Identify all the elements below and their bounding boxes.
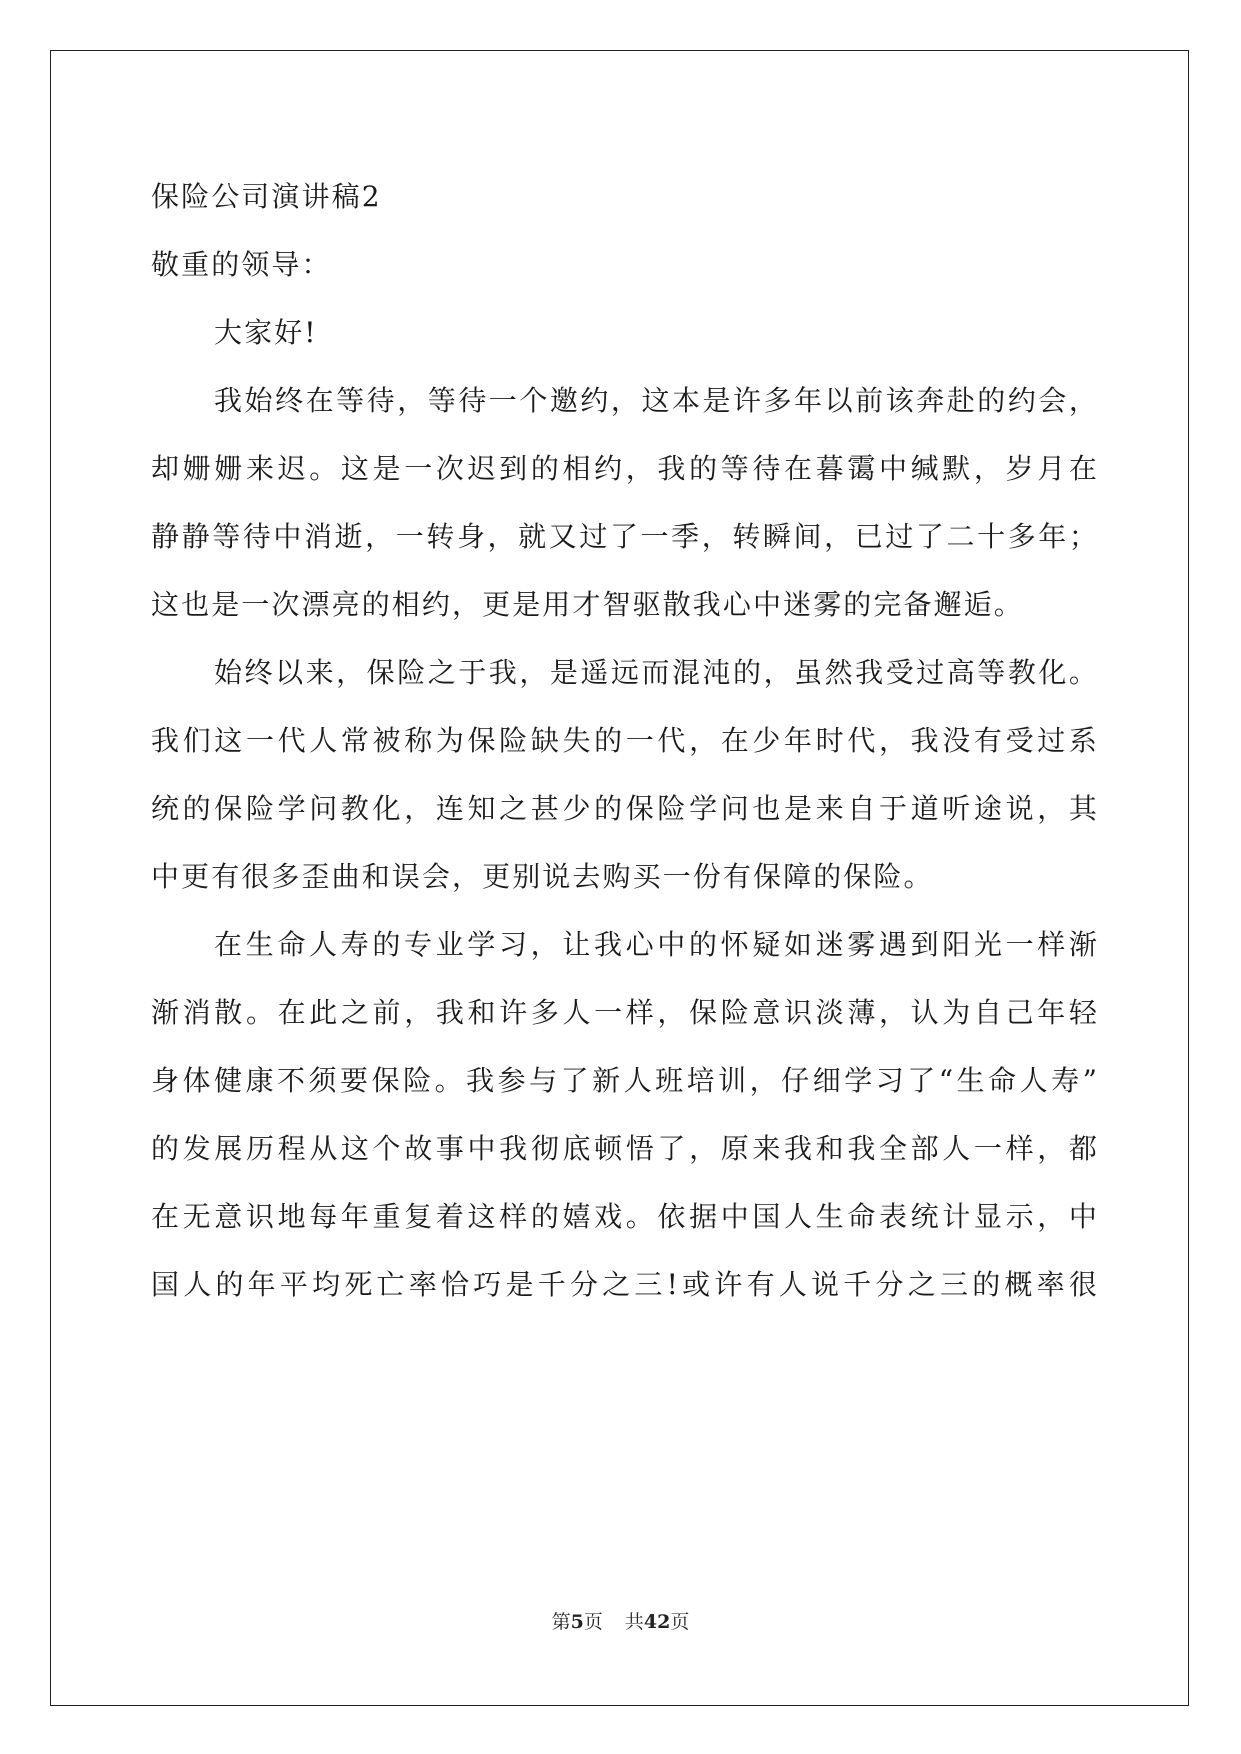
total-label-prefix: 共 bbox=[624, 1611, 644, 1633]
paragraph-line: 统的保险学问教化，连知之甚少的保险学问也是来自于道听途说，其 bbox=[151, 792, 1099, 825]
paragraph-line: 这也是一次漂亮的相约，更是用才智驱散我心中迷雾的完备邂逅。 bbox=[151, 588, 1024, 621]
total-label-unit: 页 bbox=[670, 1611, 690, 1633]
page-number: 5 bbox=[570, 1611, 584, 1633]
paragraph-line: 静静等待中消逝，一转身，就又过了一季，转瞬间，已过了二十多年； bbox=[151, 520, 1099, 553]
page-label-unit: 页 bbox=[583, 1611, 603, 1633]
salutation: 敬重的领导： bbox=[151, 248, 332, 281]
paragraph-line: 在无意识地每年重复着这样的嬉戏。依据中国人生命表统计显示，中 bbox=[151, 1200, 1099, 1233]
paragraph-2 bbox=[151, 639, 1099, 911]
paragraph-line: 我始终在等待，等待一个邀约，这本是许多年以前该奔赴的约会， bbox=[214, 384, 1099, 417]
paragraph-line: 渐消散。在此之前，我和许多人一样，保险意识淡薄，认为自己年轻 bbox=[151, 996, 1099, 1029]
paragraph-line: 身体健康不须要保险。我参与了新人班培训，仔细学习了“生命人寿” bbox=[151, 1064, 1099, 1097]
document-title: 保险公司演讲稿2 bbox=[151, 180, 382, 213]
paragraph-line: 国人的年平均死亡率恰巧是千分之三!或许有人说千分之三的概率很 bbox=[151, 1268, 1099, 1301]
paragraph-line: 中更有很多歪曲和误会，更别说去购买一份有保障的保险。 bbox=[151, 860, 934, 893]
document-body bbox=[151, 163, 1099, 1319]
paragraph-1 bbox=[151, 367, 1099, 639]
paragraph-3 bbox=[151, 911, 1099, 1319]
paragraph-line: 始终以来，保险之于我，是遥远而混沌的，虽然我受过高等教化。 bbox=[214, 656, 1099, 689]
page-total: 42 bbox=[643, 1611, 671, 1633]
paragraph-line: 却姗姗来迟。这是一次迟到的相约，我的等待在暮霭中缄默，岁月在 bbox=[151, 452, 1099, 485]
paragraph-line: 我们这一代人常被称为保险缺失的一代，在少年时代，我没有受过系 bbox=[151, 724, 1099, 757]
paragraph-line: 在生命人寿的专业学习，让我心中的怀疑如迷雾遇到阳光一样渐 bbox=[214, 928, 1099, 961]
page-footer bbox=[0, 1610, 1241, 1634]
greeting: 大家好! bbox=[214, 316, 318, 349]
paragraph-line: 的发展历程从这个故事中我彻底顿悟了，原来我和我全部人一样，都 bbox=[151, 1132, 1099, 1165]
page-label-prefix: 第 bbox=[551, 1611, 571, 1633]
